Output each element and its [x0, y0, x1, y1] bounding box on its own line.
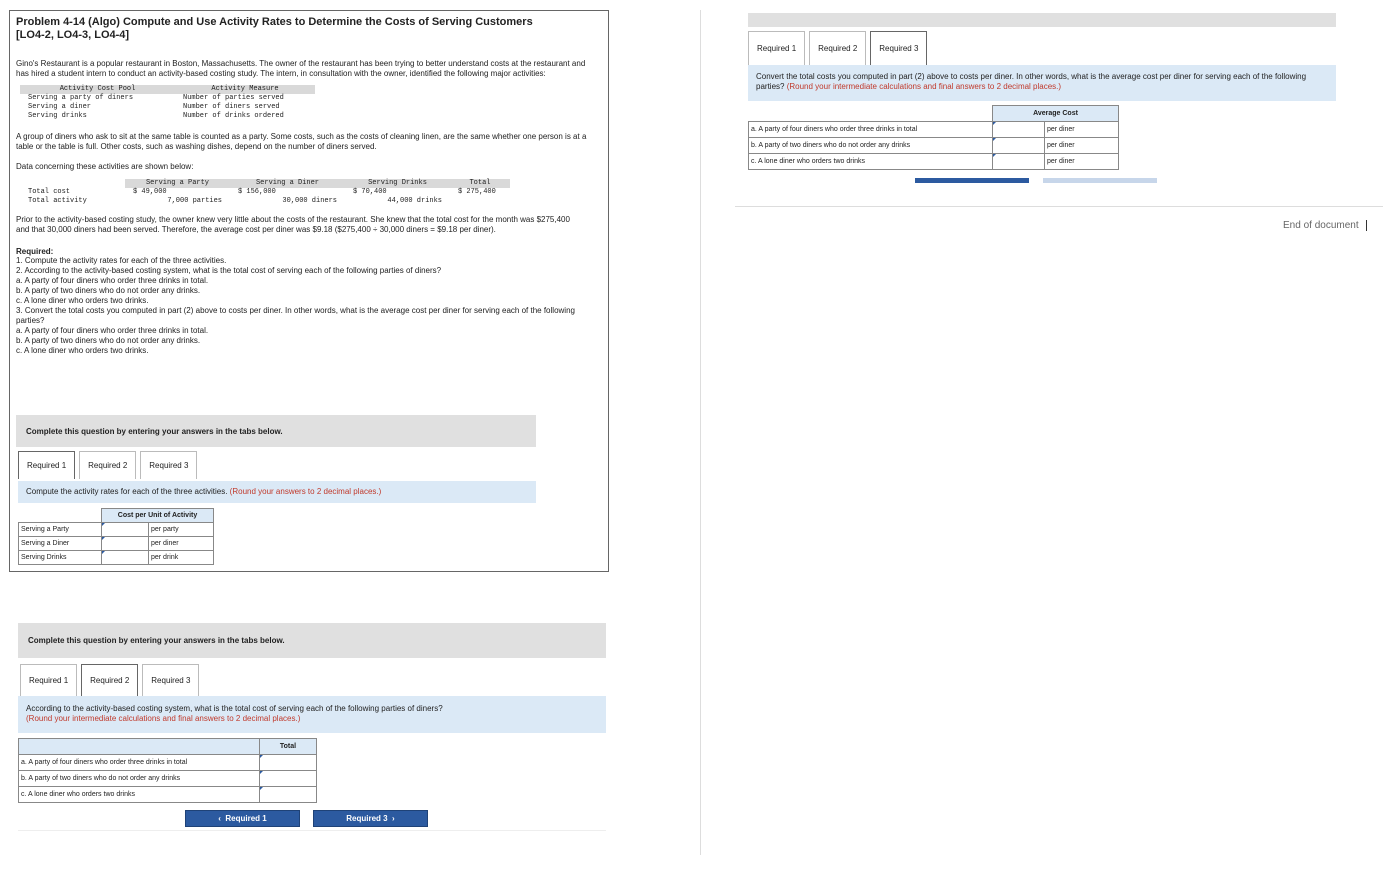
data-paragraph: Data concerning these activities are shown below:	[16, 162, 194, 171]
chevron-right-icon: ›	[387, 814, 395, 823]
tab-required-1[interactable]: Required 1	[20, 664, 77, 696]
total-a-input[interactable]	[260, 755, 316, 770]
tabs-req2	[20, 664, 203, 696]
req3-bottom-rule	[735, 206, 1383, 207]
req3-next-button-cropped[interactable]	[1043, 178, 1157, 183]
req3-table: Average Cost a. A party of four diners who order three drinks in total per diner b. A party of two diners who do not order any drinks per diner c. A lone diner who orders two drinks per diner	[748, 105, 1119, 170]
avg-a-input[interactable]	[993, 122, 1044, 137]
intro-paragraph: Gino's Restaurant is a popular restaurant in Boston, Massachusetts. The owner of the restaurant has been trying to better understand costs at the restaurant and has hired a student intern to conduct an activity-based costing study. The intern, in consultation with the owner, identified the following major activities:	[16, 59, 586, 78]
req2-instruction: According to the activity-based costing system, what is the total cost of serving each of the following parties of diners? (Round your intermediate calculations and final answers to 2 decimal places.)	[18, 696, 606, 733]
req2-table: Total a. A party of four diners who order three drinks in total b. A party of two diners who do not order any drinks c. A lone diner who orders two drinks	[18, 738, 317, 803]
rate-diner-input[interactable]	[102, 537, 148, 550]
avg-b-input[interactable]	[993, 138, 1044, 153]
activity-data-table: Serving a Party Serving a Diner Serving Drinks Total Total cost $ 49,000 $ 156,000 $ 70,400 $ 275,400 Total activity 7,000 parties 30,000 diners 44,000 drinks	[20, 179, 510, 206]
page-divider	[700, 10, 701, 855]
tabs-req3	[748, 31, 931, 65]
next-required-3-button[interactable]: Required 3 ›	[313, 810, 428, 827]
text-cursor	[1366, 220, 1367, 231]
problem-title: Problem 4-14 (Algo) Compute and Use Activity Rates to Determine the Costs of Serving Customers [LO4-2, LO4-3, LO4-4]	[16, 16, 533, 41]
tab-required-3[interactable]: Required 3	[140, 451, 197, 479]
req1-instruction: Compute the activity rates for each of the three activities. (Round your answers to 2 decimal places.)	[18, 481, 536, 503]
required-title: Required:	[16, 247, 54, 256]
total-c-input[interactable]	[260, 787, 316, 802]
tab-required-2[interactable]: Required 2	[81, 664, 138, 696]
total-b-input[interactable]	[260, 771, 316, 786]
required-list: 1. Compute the activity rates for each of the three activities. 2. According to the activity-based costing system, what is the total cost of serving each of the following parties of diners? a. A party of four diners who order three drinks in total. b. A party of two diners who do not order any drinks. c. A lone diner who orders two drinks. 3. Convert the total costs you computed in part (2) above to costs per diner. In other words, what is the average cost per diner for serving each of the following parties? a. A party of four diners who order three drinks in total. b. A party of two diners who do not order any drinks. c. A lone diner who orders two drinks.	[16, 256, 575, 355]
problem-panel	[9, 10, 609, 572]
rate-drink-input[interactable]	[102, 551, 148, 564]
end-of-document: End of document	[1283, 220, 1367, 231]
rate-party-input[interactable]	[102, 523, 148, 536]
tab-required-2[interactable]: Required 2	[809, 31, 866, 65]
tab-required-3[interactable]: Required 3	[142, 664, 199, 696]
party-paragraph: A group of diners who ask to sit at the same table is counted as a party. Some costs, such as the costs of cleaning linen, are the same whether one person is at a table or the table is full. Other costs, such as washing dishes, depend on the number of diners served.	[16, 132, 587, 151]
complete-banner: Complete this question by entering your answers in the tabs below.	[16, 415, 536, 447]
tab-required-3[interactable]: Required 3	[870, 31, 927, 65]
tab-required-1[interactable]: Required 1	[748, 31, 805, 65]
tab-required-1[interactable]: Required 1	[18, 451, 75, 479]
req3-instruction: Convert the total costs you computed in part (2) above to costs per diner. In other words, what is the average cost per diner for serving each of the following parties? (Round your intermediate calculations and final answers to 2 decimal places.)	[748, 65, 1336, 101]
prior-paragraph: Prior to the activity-based costing study, the owner knew very little about the costs of the restaurant. She knew that the total cost for the month was $275,400 and that 30,000 diners had been served. Therefore, the average cost per diner was $9.18 ($275,400 ÷ 30,000 diners = $9.18 per diner).	[16, 215, 570, 234]
prev-required-1-button[interactable]: ‹ Required 1	[185, 810, 300, 827]
activity-measure-table: Activity Cost Pool Activity Measure Serving a party of diners Number of parties served Serving a diner Number of diners served Serving drinks Number of drinks ordered	[20, 85, 315, 121]
tab-required-2[interactable]: Required 2	[79, 451, 136, 479]
tabs-req1	[18, 451, 201, 479]
req3-top-bar	[748, 13, 1336, 27]
complete-banner-req2: Complete this question by entering your answers in the tabs below.	[18, 623, 606, 658]
bottom-rule	[18, 830, 606, 831]
chevron-left-icon: ‹	[218, 814, 226, 823]
req3-prev-button-cropped[interactable]	[915, 178, 1029, 183]
avg-c-input[interactable]	[993, 154, 1044, 169]
req1-table: Cost per Unit of Activity Serving a Party per party Serving a Diner per diner Serving Drinks per drink	[18, 508, 214, 565]
